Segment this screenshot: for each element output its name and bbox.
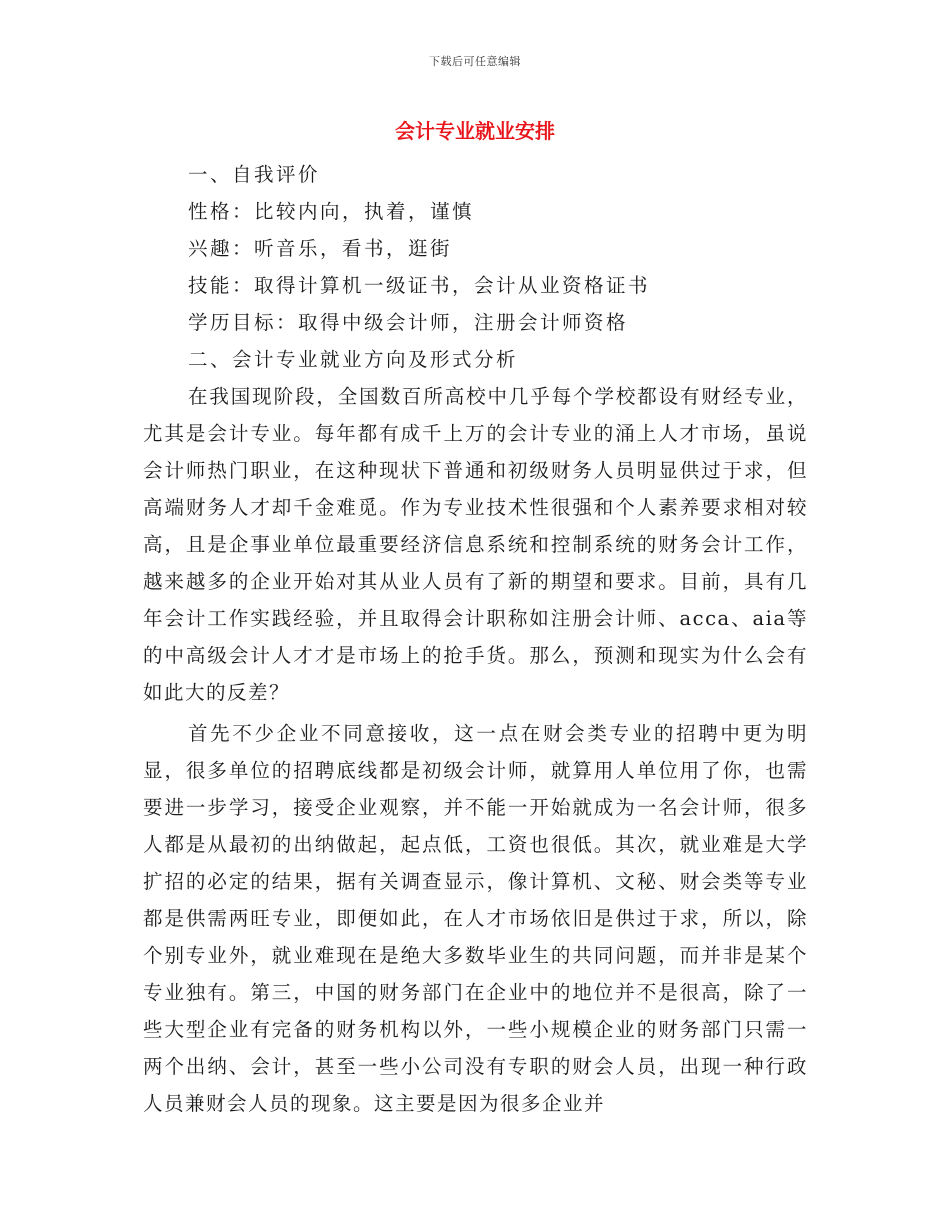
body-paragraph: 首先不少企业不同意接收，这一点在财会类专业的招聘中更为明显，很多单位的招聘底线都是初级会计师，就算用人单位用了你，也需要进一步学习，接受企业观察，并不能一开始就成为一名会计师，很多人都是从最初的出纳做起，起点低，工资也很低。其次，就业难是大学扩招的必定的结果，据有关调查显示，像计算机、文秘、财会类等专业都是供需两旺专业，即便如此，在人才市场依旧是供过于求，所以，除个别专业外，就业难现在是绝大多数毕业生的共同问题，而并非是某个专业独有。第三，中国的财务部门在企业中的地位并不是很高，除了一些大型企业有完备的财务机构以外，一些小规模企业的财务部门只需一两个出纳、会计，甚至一些小公司没有专职的财会人员，出现一种行政人员兼财会人员的现象。这主要是因为很多企业并 [143,722,808,1115]
section-heading-career-analysis: 二、会计专业就业方向及形式分析 [188,348,519,371]
document-body [143,156,808,1122]
page-header-note: 下载后可任意编辑 [429,55,521,68]
interests-line: 兴趣：听音乐，看书，逛街 [188,237,453,260]
section-heading-self-evaluation: 一、自我评价 [188,163,321,186]
document-title: 会计专业就业安排 [395,119,555,143]
education-goal-line: 学历目标：取得中级会计师，注册会计师资格 [188,311,629,334]
skills-line: 技能：取得计算机一级证书，会计从业资格证书 [188,274,651,297]
personality-line: 性格：比较内向，执着，谨慎 [188,200,475,223]
body-paragraph: 在我国现阶段，全国数百所高校中几乎每个学校都设有财经专业，尤其是会计专业。每年都有成千上万的会计专业的涌上人才市场，虽说会计师热门职业，在这种现状下普通和初级财务人员明显供过于求，但高端财务人才却千金难觅。作为专业技术性很强和个人素养要求相对较高，且是企事业单位最重要经济信息系统和控制系统的财务会计工作，越来越多的企业开始对其从业人员有了新的期望和要求。目前，具有几年会计工作实践经验，并且取得会计职称如注册会计师、acca、aia等的中高级会计人才才是市场上的抢手货。那么，预测和现实为什么会有如此大的反差？ [143,385,808,704]
